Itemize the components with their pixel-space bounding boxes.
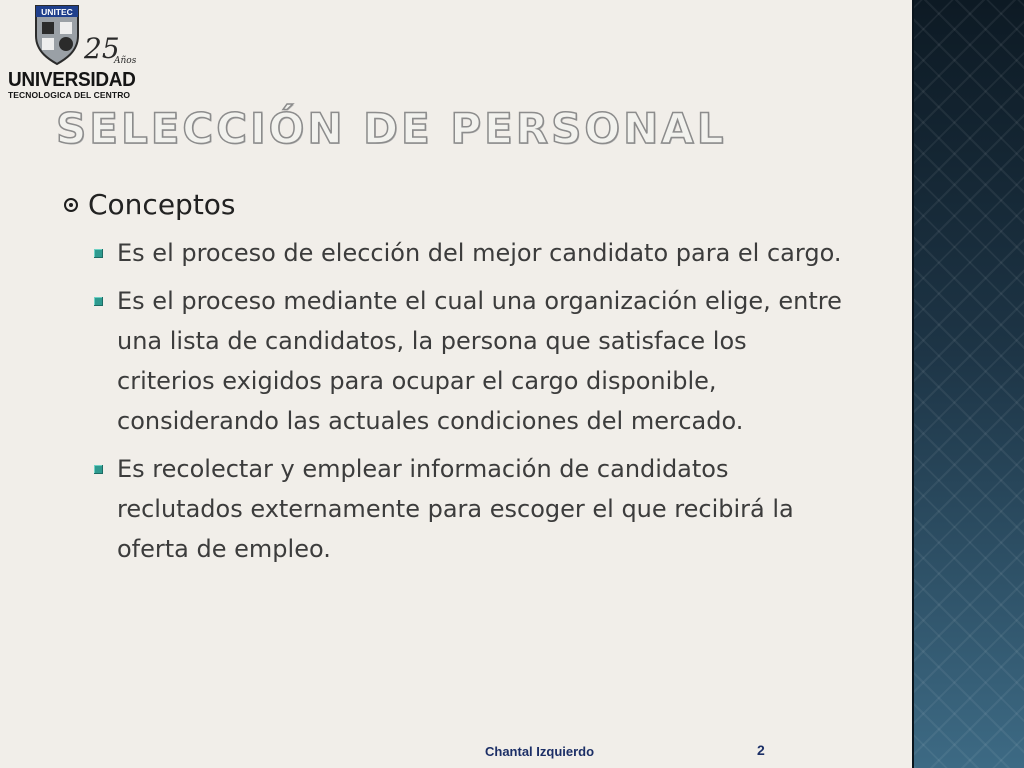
footer-author: Chantal Izquierdo (485, 744, 595, 759)
list-item (94, 233, 862, 273)
list-item-text: Es recolectar y emplear información de candidatos reclutados externamente para escoger el que recibirá la oferta de empleo. (117, 455, 794, 563)
decorative-sidebar (912, 0, 1024, 768)
square-bullet-icon (94, 465, 103, 474)
logo-university-name: UNIVERSIDAD (8, 69, 136, 92)
logo-badge-text: UNITEC (41, 7, 73, 17)
section-heading-text: Conceptos (88, 188, 236, 221)
list-item-text: Es el proceso mediante el cual una organización elige, entre una lista de candidatos, la persona que satisface los criterios exigidos para ocupar el cargo disponible, considerando las actuales condiciones del mercado. (117, 287, 842, 435)
shield-logo-icon (34, 4, 80, 66)
list-item (94, 449, 862, 569)
square-bullet-icon (94, 297, 103, 306)
logo-anniversary-number: 25 (84, 32, 120, 65)
radio-bullet-icon (64, 198, 78, 212)
bullet-list (62, 233, 862, 569)
list-item-text: Es el proceso de elección del mejor candidato para el cargo. (117, 239, 842, 267)
square-bullet-icon (94, 249, 103, 258)
slide-content (62, 188, 862, 577)
slide-title: SELECCIÓN DE PERSONAL (56, 104, 727, 153)
list-item (94, 281, 862, 441)
section-heading (62, 188, 862, 221)
logo-university-subtitle: TECNOLOGICA DEL CENTRO (8, 90, 131, 100)
logo-anniversary-word: Años (114, 56, 137, 66)
university-logo (8, 4, 136, 100)
page-number: 2 (757, 742, 765, 758)
